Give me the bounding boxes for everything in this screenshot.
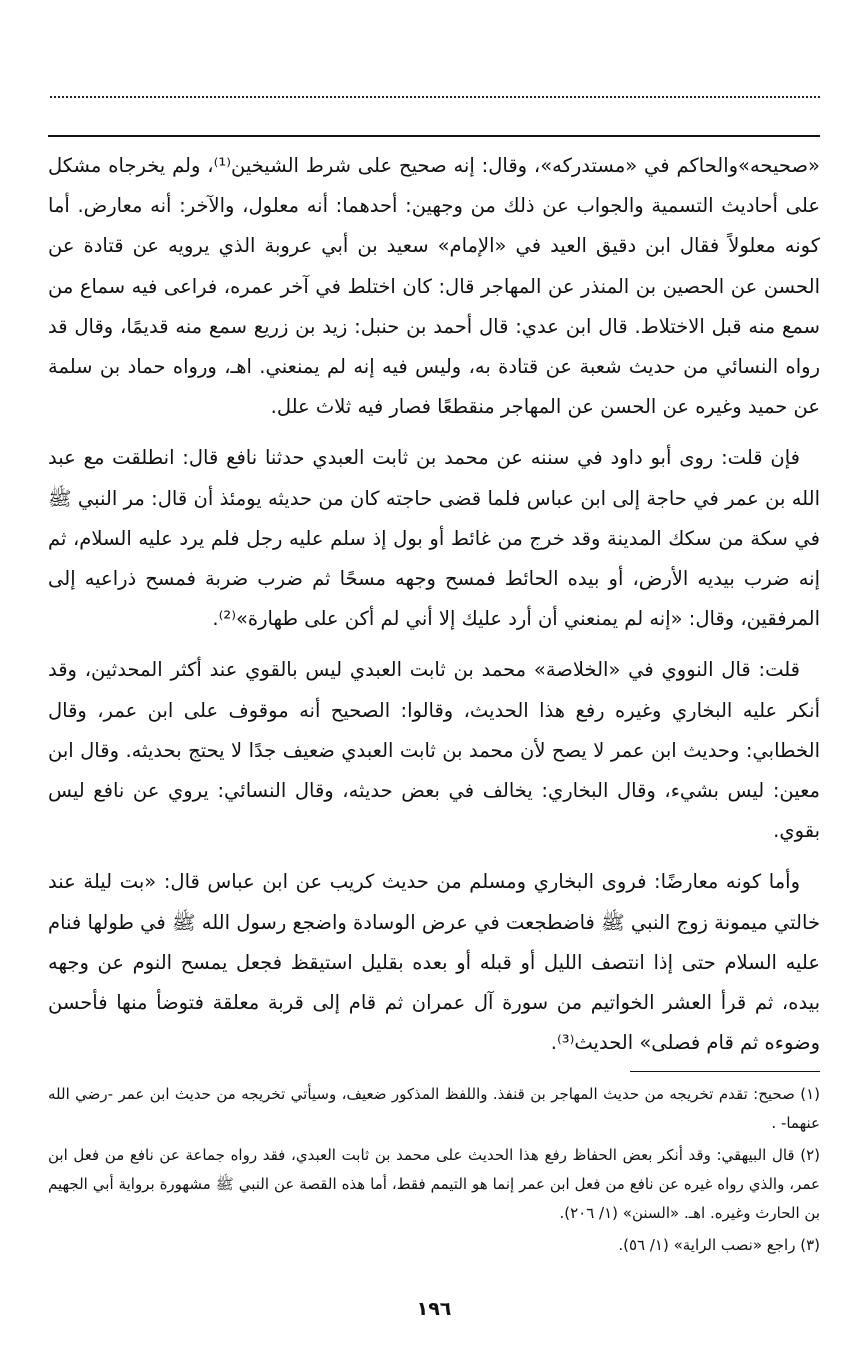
footnotes bbox=[48, 1080, 820, 1263]
header-dotted-line bbox=[50, 96, 820, 98]
footnote-2: (٢) قال البيهقي: وقد أنكر بعض الحفاظ رفع هذا الحديث على محمد بن ثابت العبدي، فقد رواه جماعة عن نافع من فعل ابن عمر، والذي رواه غيره عن نافع من فعل ابن عمر إنما هو التيمم فقط، أما هذه القصة عن النبي ﷺ مشهورة برواية أبي الجهيم بن الحارث وغيره. اهـ. «السنن» (١/ ٢٠٦). bbox=[48, 1146, 820, 1222]
paragraph-2: فإن قلت: روى أبو داود في سننه عن محمد بن ثابت العبدي حدثنا نافع قال: انطلقت مع عبد الله بن عمر في حاجة إلى ابن عباس فلما قضى حاجته كان من حديثه يومئذ أن قال: مر النبي ﷺ في سكة من سكك المدينة وقد خرج من غائط أو بول إذ سلم عليه رجل فلم يرد عليه السلام، ثم إنه ضرب بيديه الأرض، أو بيده الحائط فمسح وجهه مسحًا ثم ضرب ضربة فمسح ذراعيه إلى المرفقين، وقال: «إنه لم يمنعني أن أرد عليك إلا أني لم أكن على طهارة»⁽²⁾. bbox=[48, 446, 820, 631]
paragraph-4: وأما كونه معارضًا: فروى البخاري ومسلم من حديث كريب عن ابن عباس قال: «بت ليلة عند خالتي ميمونة زوج النبي ﷺ فاضطجعت في عرض الوسادة واضجع رسول الله ﷺ في طولها فنام عليه السلام حتى إذا انتصف الليل أو قبله أو بعده بقليل استيقظ فجعل يمسح النوم عن وجهه بيده، ثم قرأ العشر الخواتيم من سورة آل عمران ثم قام إلى قربة معلقة فتوضأ منها فأحسن وضوءه ثم قام فصلى» الحديث⁽³⁾. bbox=[48, 870, 820, 1055]
paragraph-1: «صحيحه»والحاكم في «مستدركه»، وقال: إنه صحيح على شرط الشيخين⁽¹⁾، ولم يخرجاه مشكل على أحاديث التسمية والجواب عن ذلك من وجهين: أحدهما: أنه معلول، والآخر: أنه معارض. أما كونه معلولاً فقال ابن دقيق العيد في «الإمام» سعيد بن أبي عروبة الذي يرويه عن قتادة عن الحسن عن الحصين بن المنذر عن المهاجر قال: كان اختلط في آخر عمره، فراعى فيه سماع من سمع منه قبل الاختلاط. قال ابن عدي: قال أحمد بن حنبل: زيد بن زريع سمع منه قديمًا، وقال قد رواه النسائي من حديث شعبة عن قتادة به، وليس فيه إنه لم يمنعني. اهـ، ورواه حماد بن سلمة عن حميد وغيره عن الحسن عن المهاجر منقطعًا فصار فيه ثلاث علل. bbox=[48, 154, 820, 419]
footnote-3: (٣) راجع «نصب الراية» (١/ ٥٦). bbox=[618, 1236, 820, 1254]
footnote-1: (١) صحيح: تقدم تخريجه من حديث المهاجر بن قنفذ. واللفظ المذكور ضعيف، وسيأتي تخريجه من حديث ابن عمر -رضي الله عنهما- . bbox=[48, 1085, 820, 1132]
footnote-separator bbox=[630, 1071, 820, 1072]
paragraph-3: قلت: قال النووي في «الخلاصة» محمد بن ثابت العبدي ليس بالقوي عند أكثر المحدثين، وقد أنكر عليه البخاري وغيره رفع هذا الحديث، وقالوا: الصحيح أنه موقوف على ابن عمر، وقال الخطابي: وحديث ابن عمر لا يصح لأن محمد بن ثابت العبدي ضعيف جدًا لا يحتج بحديثه. وقال ابن معين: ليس بشيء، وقال البخاري: يخالف في بعض حديثه، وقال النسائي: يروي عن نافع ليس بقوي. bbox=[48, 658, 820, 843]
main-text bbox=[48, 146, 820, 1074]
header-rule bbox=[48, 135, 820, 137]
page-number: ١٩٦ bbox=[416, 1298, 452, 1320]
